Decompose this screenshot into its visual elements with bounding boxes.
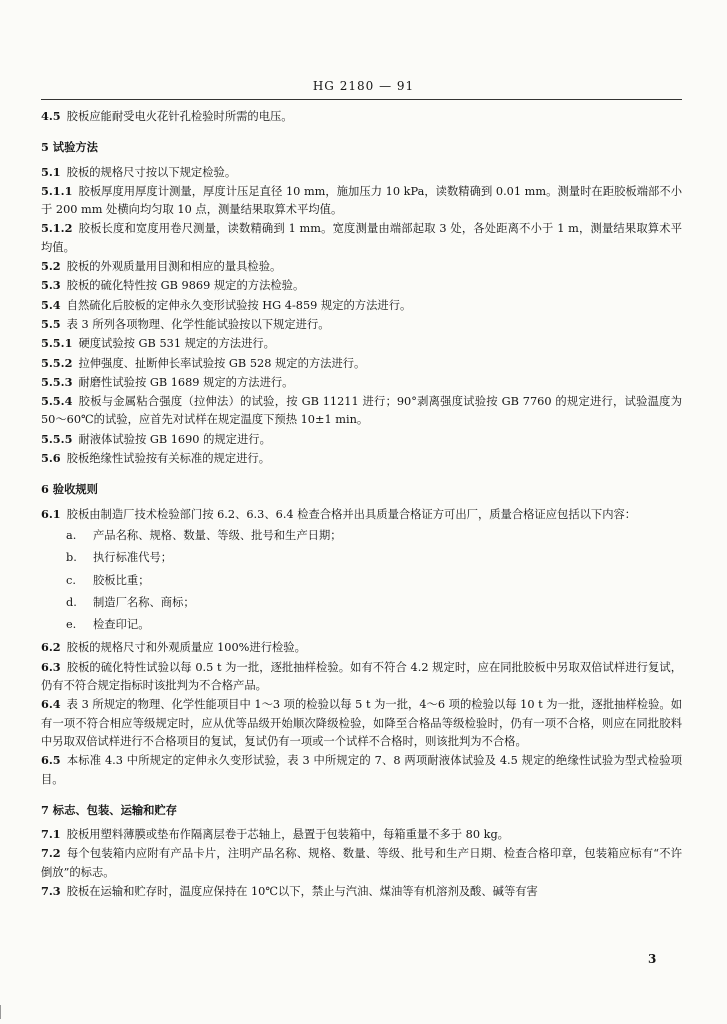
clause-text: 胶板的规格尺寸按以下规定检验。	[66, 165, 237, 179]
clause-text: 胶板用塑料薄膜或垫布作隔离层卷于芯轴上，悬置于包装箱中，每箱重量不多于 80 kg。	[66, 828, 509, 842]
clause-number: 5.5.4	[41, 394, 73, 409]
clause-number: 5.4	[41, 297, 61, 312]
clause-number: 6.4	[41, 697, 61, 712]
clause-text: 每个包装箱内应附有产品卡片，注明产品名称、规格、数量、等级、批号和生产日期、检查合格印章，包装箱应标有“不许倒放”的标志。	[41, 847, 682, 879]
document-body	[41, 107, 682, 901]
clause-number: 5.5	[41, 316, 61, 331]
list-text: 检查印记。	[93, 618, 150, 632]
clause-7-1	[41, 825, 682, 844]
clause-text: 胶板的规格尺寸和外观质量应 100%进行检验。	[66, 641, 306, 655]
clause-5-4	[41, 296, 682, 315]
clause-number: 4.5	[41, 109, 61, 123]
section-6-heading: 6 验收规则	[41, 482, 98, 497]
clause-7-3	[41, 882, 682, 901]
clause-number: 6.3	[41, 659, 61, 674]
clause-6-3	[41, 658, 682, 696]
clause-5-5-5	[41, 430, 682, 449]
clause-number: 6.5	[41, 753, 61, 768]
clause-text: 胶板厚度用厚度计测量，厚度计压足直径 10 mm，施加压力 10 kPa，读数精确到 0.01 mm。测量时在距胶板端部不小于 200 mm 处横向均匀取 10 点，测量结果取算术平均值。	[41, 184, 682, 217]
clause-5-5	[41, 315, 682, 334]
clause-5-5-3	[41, 373, 682, 392]
certificate-contents-list	[41, 527, 682, 634]
list-text: 执行标准代号；	[93, 551, 173, 565]
clause-6-2	[41, 638, 682, 657]
clause-5-5-1	[41, 334, 682, 353]
clause-text: 表 3 所列各项物理、化学性能试验按以下规定进行。	[66, 317, 330, 331]
header-rule	[41, 99, 682, 100]
clause-5-1	[41, 163, 682, 182]
section-5-clauses	[41, 163, 682, 469]
clause-number: 5.5.1	[41, 336, 73, 351]
scan-edge-mark	[0, 1005, 9, 1019]
clause-number: 5.1.2	[41, 221, 73, 236]
clause-number: 7.1	[41, 827, 61, 842]
clause-6-4	[41, 695, 682, 751]
clause-number: 7.3	[41, 883, 61, 898]
clause-5-1-2	[41, 219, 682, 257]
clause-text: 胶板绝缘性试验按有关标准的规定进行。	[66, 452, 271, 466]
clause-number: 5.2	[41, 259, 61, 274]
clause-text: 胶板在运输和贮存时，温度应保持在 10℃以下，禁止与汽油、煤油等有机溶剂及酸、碱等有害	[66, 884, 538, 898]
clause-text: 本标准 4.3 中所规定的定伸永久变形试验，表 3 中所规定的 7、8 两项耐液体试验及 4.5 规定的绝缘性试验为型式检验项目。	[41, 754, 682, 786]
standard-code-header: HG 2180 — 91	[312, 79, 415, 93]
clause-text: 硬度试验按 GB 531 规定的方法进行。	[78, 337, 275, 351]
clause-text: 胶板与金属粘合强度（拉伸法）的试验，按 GB 11211 进行；90°剥离强度试验按 GB 7760 的规定进行，试验温度为 50～60℃的试验，应首先对试样在规定温度下预热 10±1 min。	[41, 395, 682, 427]
clause-number: 5.5.3	[41, 374, 73, 389]
list-text: 胶板比重；	[93, 573, 150, 587]
clause-6-1	[41, 505, 682, 524]
clause-number: 5.5.2	[41, 355, 73, 370]
clause-text: 胶板长度和宽度用卷尺测量，读数精确到 1 mm。宽度测量由端部起取 3 处，各处距离不小于 1 m，测量结果取算术平均值。	[41, 222, 682, 254]
clause-number: 5.6	[41, 451, 61, 466]
clause-4-5	[41, 107, 682, 126]
clause-text: 耐液体试验按 GB 1690 的规定进行。	[78, 432, 271, 446]
clause-number: 6.2	[41, 640, 61, 655]
clause-text: 耐磨性试验按 GB 1689 规定的方法进行。	[78, 375, 294, 389]
page-number: 3	[648, 952, 657, 966]
clause-5-5-4	[41, 392, 682, 430]
list-item	[41, 572, 682, 590]
list-item	[41, 616, 682, 634]
clause-5-2	[41, 257, 682, 276]
list-item	[41, 549, 682, 567]
clause-5-6	[41, 449, 682, 468]
clause-text: 胶板应能耐受电火花针孔检验时所需的电压。	[66, 110, 293, 123]
clause-number: 5.5.5	[41, 431, 73, 446]
clause-text: 胶板的硫化特性试验以每 0.5 t 为一批，逐批抽样检验。如有不符合 4.2 规定时，应在同批胶板中另取双倍试样进行复试，仍有不符合规定指标时该批判为不合格产品。	[41, 660, 682, 693]
clause-number: 5.1.1	[41, 183, 73, 198]
list-letter: a.	[66, 528, 77, 542]
clause-5-3	[41, 276, 682, 295]
clause-text: 胶板的外观质量用目测和相应的量具检验。	[66, 260, 282, 274]
clause-6-5	[41, 751, 682, 789]
clause-number: 5.3	[41, 278, 61, 293]
clause-text: 胶板的硫化特性按 GB 9869 规定的方法检验。	[66, 279, 305, 293]
list-letter: b.	[66, 551, 77, 565]
list-text: 制造厂名称、商标；	[93, 595, 195, 609]
clause-number: 7.2	[41, 846, 61, 861]
clause-text: 自然硫化后胶板的定伸永久变形试验按 HG 4-859 规定的方法进行。	[66, 298, 412, 312]
section-5-heading: 5 试验方法	[41, 140, 98, 155]
list-text: 产品名称、规格、数量、等级、批号和生产日期；	[93, 528, 342, 542]
clause-5-5-2	[41, 354, 682, 373]
list-item	[41, 527, 682, 545]
clause-number: 6.1	[41, 506, 61, 521]
list-item	[41, 594, 682, 612]
clause-text: 拉伸强度、扯断伸长率试验按 GB 528 规定的方法进行。	[78, 356, 366, 370]
clause-number: 5.1	[41, 164, 61, 179]
list-letter: c.	[66, 573, 76, 587]
clause-7-2	[41, 844, 682, 882]
list-letter: e.	[66, 618, 77, 632]
section-7-heading: 7 标志、包装、运输和贮存	[41, 802, 178, 817]
clause-5-1-1	[41, 182, 682, 220]
clause-text: 胶板由制造厂技术检验部门按 6.2、6.3、6.4 检查合格并出具质量合格证方可出厂，质量合格证应包括以下内容：	[66, 507, 637, 521]
clause-text: 表 3 所规定的物理、化学性能项目中 1～3 项的检验以每 5 t 为一批，4～6 项的检验以每 10 t 为一批，逐批抽样检验。如有一项不符合相应等级规定时，应从优等品级开始顺次降级检验，如降至合格品等级检验时，仍有一项不合格，则应在同批胶料中另取双倍试样进行不合格项目的复试，复试仍有一项或一个试样不合格时，则该批判为不合格。	[41, 698, 682, 748]
list-letter: d.	[66, 595, 77, 609]
